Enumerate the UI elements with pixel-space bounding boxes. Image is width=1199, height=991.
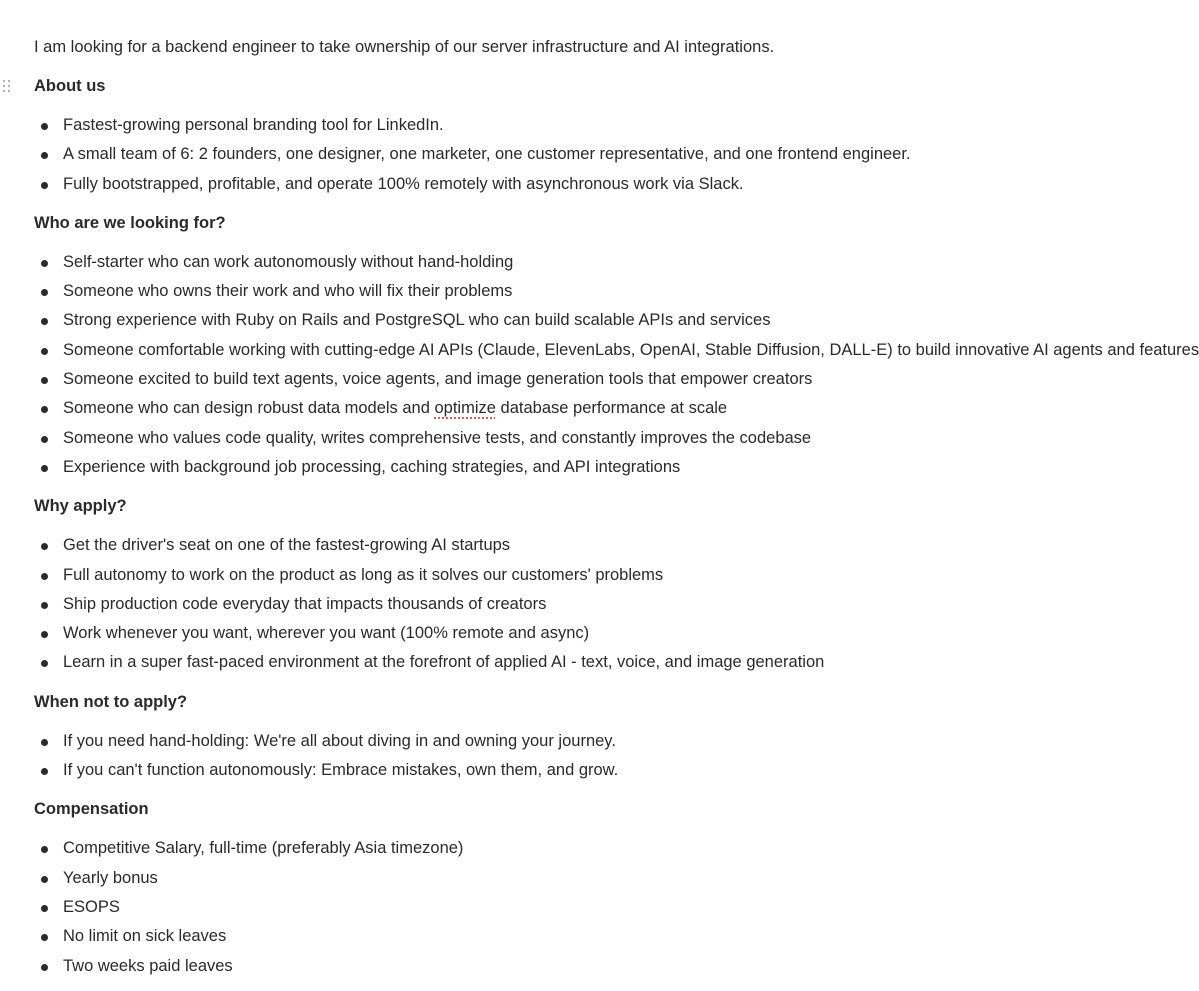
bullet-icon [41,289,48,296]
bullet-icon [41,631,48,638]
bullet-icon [41,660,48,667]
list-item-text: No limit on sick leaves [63,927,227,946]
list-item[interactable] [34,394,1184,423]
document-body[interactable] [34,33,1199,991]
list-item[interactable] [34,893,1184,922]
about-list [34,111,1184,199]
list-item[interactable] [34,365,1184,394]
list-item[interactable] [34,864,1184,893]
list-item-text: Full autonomy to work on the product as long as it solves our customers' problems [63,565,664,584]
list-item-text: If you can't function autonomously: Embrace mistakes, own them, and grow. [63,761,619,780]
heading-who-are-we-looking-for[interactable] [34,209,1184,238]
heading-compensation[interactable] [34,795,1184,824]
bullet-icon [41,348,48,355]
bullet-icon [41,934,48,941]
list-item[interactable] [34,561,1184,590]
heading-about-us-text: About us [34,77,106,95]
list-item-text: Strong experience with Ruby on Rails and PostgreSQL who can build scalable APIs and services [63,311,771,330]
heading-when-not-to-apply[interactable] [34,688,1184,717]
when-not-list [34,727,1184,786]
bullet-icon [41,123,48,130]
who-list [34,248,1199,482]
bullet-icon [41,260,48,267]
heading-when-not-text: When not to apply? [34,692,188,711]
list-item-text: Someone who owns their work and who will fix their problems [63,282,513,301]
bullet-icon [41,318,48,325]
bullet-icon [41,876,48,883]
list-item-text: Experience with background job processing, caching strategies, and API integrations [63,457,681,476]
list-item-text: Competitive Salary, full-time (preferably Asia timezone) [63,839,464,858]
heading-why-text: Why apply? [34,497,127,516]
heading-why-apply[interactable] [34,492,1184,521]
bullet-icon [41,573,48,580]
intro-paragraph[interactable]: I am looking for a backend engineer to take ownership of our server infrastructure and AI integrations. [34,38,775,56]
bullet-icon [41,465,48,472]
bullet-icon [41,846,48,853]
list-item[interactable] [34,531,1184,560]
why-list [34,531,1184,677]
list-item-text: Self-starter who can work autonomously without hand-holding [63,252,514,271]
bullet-icon [41,406,48,413]
list-item[interactable] [34,453,1184,482]
list-item[interactable] [34,590,1184,619]
list-item-text: If you need hand-holding: We're all about diving in and owning your journey. [63,731,616,750]
bullet-icon [41,436,48,443]
list-item-text: Someone excited to build text agents, voice agents, and image generation tools that empower creators [63,370,813,389]
compensation-list [34,834,1184,980]
list-item-text-before: Someone who can design robust data models and [63,399,435,418]
bullet-icon [41,543,48,550]
list-item[interactable] [34,727,1184,756]
list-item-text: Yearly bonus [63,868,158,887]
list-item[interactable] [34,306,1184,335]
list-item[interactable] [34,140,1184,169]
bullet-icon [41,739,48,746]
list-item-text: A small team of 6: 2 founders, one designer, one marketer, one customer representative, and one frontend engineer. [63,145,911,164]
list-item-text: Ship production code everyday that impacts thousands of creators [63,594,547,613]
list-item[interactable] [34,922,1184,951]
list-item-text: Fully bootstrapped, profitable, and operate 100% remotely with asynchronous work via Slack. [63,174,744,193]
bullet-icon [41,152,48,159]
bullet-icon [41,377,48,384]
list-item-text-after: database performance at scale [495,399,728,418]
spellcheck-flagged-word[interactable]: optimize [434,399,496,418]
list-item[interactable] [34,952,1184,981]
list-item[interactable] [34,336,1199,365]
list-item-text: Fastest-growing personal branding tool for LinkedIn. [63,116,444,134]
list-item[interactable] [34,424,1184,453]
bullet-icon [41,182,48,189]
list-item[interactable] [34,170,1184,199]
drag-handle-icon[interactable] [3,80,11,93]
bullet-icon [41,905,48,912]
bullet-icon [41,768,48,775]
list-item-text: Someone who values code quality, writes comprehensive tests, and constantly improves the codebase [63,428,812,447]
list-item[interactable] [34,248,1184,277]
list-item[interactable] [34,648,1184,677]
list-item[interactable] [34,834,1184,863]
list-item-text: Two weeks paid leaves [63,956,233,975]
list-item[interactable] [34,619,1184,648]
list-item-text: Learn in a super fast-paced environment at the forefront of applied AI - text, voice, and image generation [63,653,825,672]
list-item[interactable] [34,756,1184,785]
heading-who-text: Who are we looking for? [34,213,226,232]
list-item[interactable] [34,111,1184,140]
heading-about-us[interactable] [34,72,1184,101]
list-item[interactable] [34,277,1184,306]
list-item-text: ESOPS [63,897,120,916]
list-item-text: Work whenever you want, wherever you want (100% remote and async) [63,624,590,643]
bullet-icon [41,964,48,971]
bullet-icon [41,602,48,609]
list-item-text: Get the driver's seat on one of the fastest-growing AI startups [63,536,511,555]
list-item-text: Someone comfortable working with cutting-edge AI APIs (Claude, ElevenLabs, OpenAI, Stable Diffusion, DALL-E) to build innovative AI agents and features [63,340,1199,359]
heading-compensation-text: Compensation [34,800,149,819]
